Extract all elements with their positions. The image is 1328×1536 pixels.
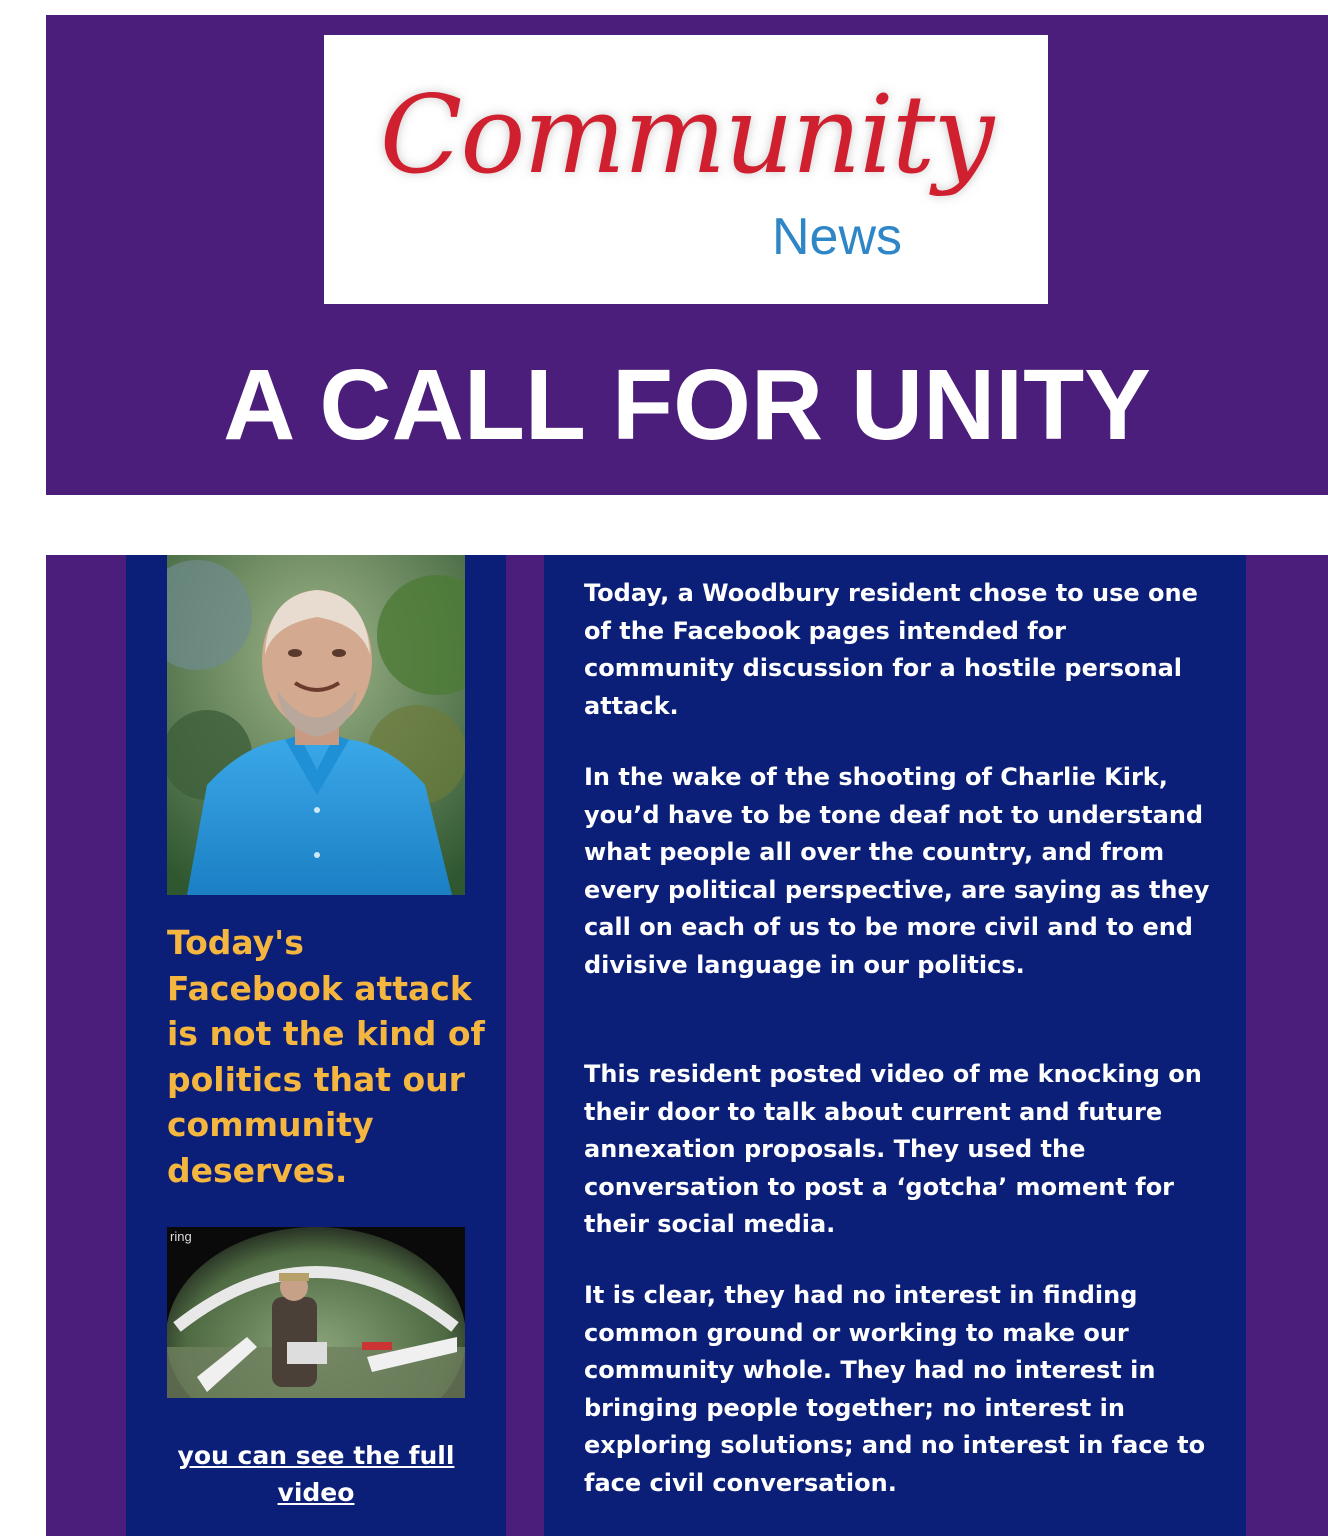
page-title: A CALL FOR UNITY: [223, 349, 1151, 461]
candidate-photo: [167, 555, 465, 895]
community-news-logo: [324, 35, 1048, 304]
header-banner: [46, 15, 1328, 495]
article-paragraph: It is clear, they had no interest in finding common ground or working to make our community whole. They had no interest in bringing people together; no interest in exploring solutions; and no interest in face to face civil conversation.: [584, 1281, 1206, 1497]
article-paragraph: In the wake of the shooting of Charlie Kirk, you’d have to be tone deaf not to understand what people all over the country, and from every political perspective, are saying as they call on each of us to be more civil and to end divisive language in our politics.: [584, 763, 1210, 979]
ring-watermark: ring: [170, 1229, 192, 1244]
full-video-link[interactable]: you can see the full video: [177, 1441, 455, 1507]
article-paragraph: This resident posted video of me knocking on their door to talk about current and future annexation proposals. They used the conversation to post a ‘gotcha’ moment for their social media.: [584, 1060, 1202, 1238]
sidebar-column: [126, 555, 506, 1536]
body-section: [46, 555, 1328, 1536]
logo-script-text: Community: [379, 73, 993, 198]
logo-news-text: News: [772, 208, 903, 266]
article-column: [544, 555, 1246, 1536]
pull-quote: Today's Facebook attack is not the kind of politics that our community deserves.: [167, 923, 485, 1190]
ring-video-thumbnail[interactable]: [167, 1227, 465, 1398]
article-paragraph: Today, a Woodbury resident chose to use one of the Facebook pages intended for community discussion for a hostile personal attack.: [584, 579, 1198, 720]
